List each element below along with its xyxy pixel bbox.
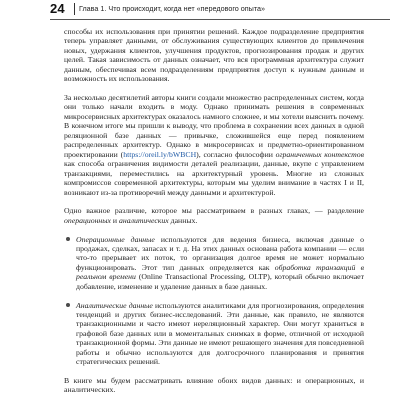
list-item-text (76, 235, 364, 292)
emphasized-term: обработка транзакций в реальном времени (76, 262, 364, 282)
emphasized-term: ограниченных контекстов (275, 149, 364, 159)
paragraph-text: Одно важное различие, которое мы рассматриваем в разных главах, — разделение (64, 206, 364, 216)
paragraph-text: (Online Transactional Processing, OLTP), который обычно включает добавление, изменение и удаление данных в базе данных. (76, 272, 364, 291)
paragraph: В книге мы будем рассматривать влияние обоих видов данных: и операционных, и аналитических. (64, 375, 364, 395)
list-item (64, 301, 364, 367)
paragraph (64, 206, 364, 225)
emphasized-term: аналитических (118, 215, 169, 225)
page-number: 24 (50, 1, 65, 16)
paragraph-text: За несколько десятилетий авторы книги создали множество распределенных систем, когда они только начали входить в моду. Однако принимать решения в современных микросервисных архитектурах оказалось намного сложнее, и мы хотели выяснить почему. В конечном итоге мы пришли к выводу, что проблема в сохранении всех данных в одной реляционной базе данных — привычке, сложившейся еще перед появлением распределенных архитектур. Однако в микросервисах и предметно-ориентированном проектировании ( (64, 93, 364, 159)
body-text (64, 27, 364, 395)
bullet-icon (66, 303, 70, 307)
header-divider (74, 3, 75, 15)
chapter-title: Глава 1. Что происходит, когда нет «передового опыта» (79, 4, 266, 13)
paragraph-text: данных. (168, 215, 198, 225)
list-item-text (76, 301, 364, 367)
reference-link[interactable]: https://oreil.ly/bWBCH (123, 149, 197, 159)
bullet-list (64, 235, 364, 367)
list-item (64, 235, 364, 292)
paragraph-text: используются для ведения бизнеса, включая данные о продажах, сделках, запасах и т. д. На этих данных основана работа компании — если что-то прерывает их поток, то организация долгое время не может нормально функционировать. Этот тип данных определяется как (76, 234, 364, 272)
header-rule (50, 19, 390, 20)
bullet-icon (66, 237, 70, 241)
paragraph-text: как способа ограничения видимости деталей реализации, данные, вкупе с управлением транзакциями, переместились на архитектурный уровень. Многие из сложных компромиссов современной архитектуры, которым мы уделим внимание в частях I и II, возникают из-за противоречий между данными и архитектурой. (64, 159, 364, 197)
emphasized-term: Аналитические данные (76, 300, 153, 310)
paragraph (64, 93, 364, 197)
paragraph-text: ), согласно философии (196, 149, 276, 159)
paragraph-text: и (110, 215, 119, 225)
paragraph-text: используются аналитиками для прогнозирования, определения тенденций и других бизнес-исследований. Эти данные, как правило, не являются транзакционными и часто имеют нереляционный характер. Они могут храниться в графовой базе данных или в моментальных снимках в форме, отличной от исходной транзакционной формы. Эти данные не имеют решающего значения для повседневной работы и обычно используются для долгосрочного планирования и принятия стратегических решений. (76, 300, 364, 367)
emphasized-term: операционных (64, 215, 111, 225)
paragraph: способы их использования при принятии решений. Каждое подразделение предприятия теперь управляет данными, от обслуживания существующих клиентов до привлечения новых, удержания клиентов, улучшения продуктов, прогнозирования продаж и других целей. Такая зависимость от данных означает, что вся программная архитектура служит данным, обеспечивая всем подразделениям предприятия доступ к нужным данным и возможность их использования. (64, 27, 364, 84)
emphasized-term: Операционные данные (76, 234, 155, 244)
running-header (50, 0, 390, 20)
